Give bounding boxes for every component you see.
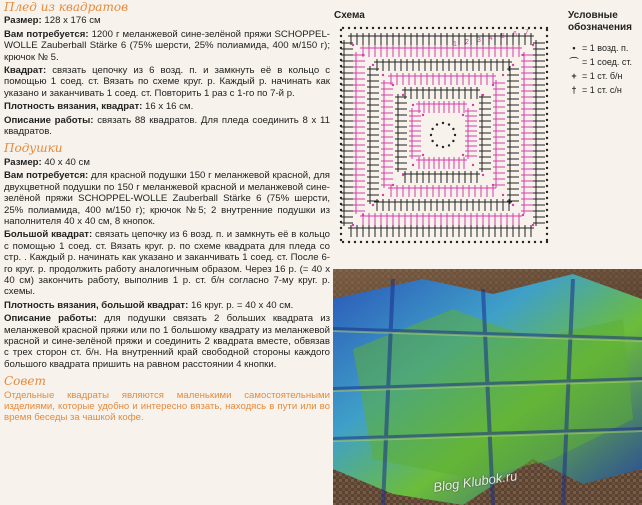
chain-stitch (512, 204, 514, 206)
blanket-density-value: 16 x 16 см. (142, 101, 194, 113)
crochet-chart (335, 22, 559, 248)
chain-stitch (396, 241, 398, 243)
chain-stitch (354, 241, 356, 243)
chain-stitch (482, 174, 484, 176)
legend-item (566, 42, 632, 54)
chain-stitch (546, 107, 548, 109)
pillows-work (4, 313, 330, 370)
pillows-size-label: Размер: (4, 156, 42, 168)
watermark: Blog Klubok.ru (432, 468, 519, 495)
tip-text: Отдельные квадраты являются маленькими самостоятельными изделиями, которые удобно и интересно вязать, находясь в пути или во время беседы за чашкой кофе. (4, 389, 330, 424)
chain-stitch (510, 241, 512, 243)
blanket-density-label: Плотность вязания, квадрат: (4, 101, 143, 113)
chain-stitch (546, 239, 548, 241)
chain-stitch (414, 27, 416, 29)
chain-stitch (362, 214, 364, 216)
chain-stitch (340, 227, 342, 229)
pillows-materials (4, 170, 330, 227)
chain-stitch (546, 185, 548, 187)
pillows-materials-value: для красной подушки 150 г меланжевой красной, для двухцветной подушки по 150 г меланжевой красной и меланжевой сине-зелёной пряжи SCHOPPEL-WOLLE Zauberball Stärke 6 (75% шерсти, 25% полиамида, 400 м/150 г); крючок №5; 2 внутренние подушки из наполнителя 40 x 40 см, 8 кнопок. (4, 170, 330, 227)
pillows-work-value: для подушки связать 2 больших квадрата из меланжевой красной пряжи или по 1 большому квадрату из меланжевой красной и сине-зелёной пряжи и соединить 2 квадрата вместе, обвязав с трех сторон ст. б/н. На внутренний край свободной стороны каждого большого квадрата пришить на равном расстоянии 4 кнопки. (4, 313, 330, 370)
chain-stitch (438, 241, 440, 243)
chain-stitch (504, 241, 506, 243)
chain-stitch (448, 123, 450, 125)
chain-stitch (546, 209, 548, 211)
chain-stitch (546, 197, 548, 199)
chain-stitch (546, 227, 548, 229)
chain-stitch (498, 241, 500, 243)
legend-item (566, 70, 632, 82)
chain-stitch (382, 194, 384, 196)
chain-stitch (354, 27, 356, 29)
chain-stitch (546, 137, 548, 139)
chain-stitch (402, 27, 404, 29)
chain-stitch (502, 74, 504, 76)
chain-stitch (474, 241, 476, 243)
chain-stitch (546, 119, 548, 121)
chain-stitch (528, 241, 530, 243)
chain-stitch (546, 53, 548, 55)
chain-stitch (546, 59, 548, 61)
blanket-square-value: связать цепочку из 6 возд. п. и замкнуть её в кольцо с помощью 1 соед. ст. Вязать по схеме круг. р. Каждый р. начинать как указано и заканчивать 1 соед. ст. Повторить 1 раз с 1-го по 7-й р. (4, 65, 330, 99)
chain-stitch (422, 154, 424, 156)
chain-stitch (480, 241, 482, 243)
chain-stitch (546, 155, 548, 157)
chain-stitch (420, 27, 422, 29)
chain-stitch (486, 27, 488, 29)
chain-stitch (486, 241, 488, 243)
chain-stitch (366, 241, 368, 243)
chain-stitch (360, 27, 362, 29)
chain-stitch (432, 27, 434, 29)
chain-stitch (492, 27, 494, 29)
chain-stitch (340, 239, 342, 241)
blanket-materials (4, 29, 330, 63)
pillows-work-label: Описание работы: (4, 313, 97, 325)
pillows-big-square (4, 229, 330, 297)
pillows-density (4, 300, 330, 311)
blanket-work (4, 115, 330, 138)
chain-stitch (546, 215, 548, 217)
chain-stitch (452, 140, 454, 142)
chain-stitch (462, 241, 464, 243)
chain-stitch (444, 241, 446, 243)
chain-stitch (546, 77, 548, 79)
double-crochet-symbol-icon: † (571, 84, 577, 95)
instructions-column (4, 2, 330, 426)
blanket-square-label: Квадрат: (4, 65, 47, 77)
pillows-size-value: 40 x 40 см (41, 156, 90, 168)
chart-marks (340, 27, 548, 243)
chain-stitch (390, 27, 392, 29)
chain-stitch (422, 114, 424, 116)
chain-stitch (462, 27, 464, 29)
chain-stitch (502, 194, 504, 196)
legend (566, 42, 632, 98)
legend-item-text: = 1 ст. с/н (582, 84, 622, 95)
blanket-work-label: Описание работы: (4, 114, 94, 126)
blanket-photo (333, 269, 642, 505)
chain-stitch (408, 241, 410, 243)
chain-stitch (412, 164, 414, 166)
chain-stitch (468, 27, 470, 29)
chain-stitch (532, 44, 534, 46)
chain-stitch (448, 144, 450, 146)
chain-stitch (438, 27, 440, 29)
legend-title-line1: Условные (568, 10, 618, 21)
chain-stitch (442, 122, 444, 124)
chain-stitch (546, 143, 548, 145)
chain-stitch (504, 27, 506, 29)
slip-stitch-symbol-icon: ⌒ (569, 56, 579, 67)
blanket-work-value: связать 88 квадратов. Для пледа соединить 8 х 11 квадратов. (4, 114, 331, 138)
chain-stitch (452, 128, 454, 130)
scheme-label: Схема (334, 10, 365, 21)
chain-stitch (516, 27, 518, 29)
legend-item-text: = 1 возд. п. (582, 42, 629, 53)
chain-stitch (546, 29, 548, 31)
chain-stitch (474, 27, 476, 29)
chart-row-number: 5 (501, 33, 505, 40)
chain-stitch (516, 241, 518, 243)
chain-stitch (540, 241, 542, 243)
chain-stitch (546, 83, 548, 85)
chain-stitch (546, 221, 548, 223)
chain-stitch (372, 204, 374, 206)
chart-row-number: 3 (477, 37, 481, 44)
chain-stitch (382, 74, 384, 76)
chain-stitch (546, 173, 548, 175)
chain-stitch (512, 64, 514, 66)
chain-stitch (436, 123, 438, 125)
pillows-materials-label: Вам потребуется: (4, 170, 89, 182)
chain-stitch (340, 29, 342, 31)
chain-stitch (492, 184, 494, 186)
chain-stitch (546, 233, 548, 235)
chart-row-number: 1 (453, 41, 457, 48)
chain-stitch (378, 241, 380, 243)
chart-row-number: 7 (525, 29, 529, 36)
chain-stitch (450, 27, 452, 29)
chain-stitch (462, 114, 464, 116)
chain-stitch (510, 27, 512, 29)
legend-item-text: = 1 соед. ст. (582, 56, 633, 67)
legend-item (566, 84, 632, 96)
chain-stitch (546, 179, 548, 181)
legend-title-line2: обозначения (568, 22, 632, 33)
chain-stitch (492, 84, 494, 86)
chain-stitch (522, 214, 524, 216)
chain-stitch (342, 241, 344, 243)
chain-stitch (362, 54, 364, 56)
legend-item (566, 56, 632, 68)
chain-stitch (372, 27, 374, 29)
chain-stitch (540, 27, 542, 29)
chain-stitch (372, 241, 374, 243)
blanket-title: Плед из квадратов (4, 0, 129, 14)
chart-row-number: 6 (513, 31, 517, 38)
chain-stitch (442, 146, 444, 148)
chain-stitch (360, 241, 362, 243)
chain-stitch (456, 27, 458, 29)
chain-stitch (522, 54, 524, 56)
chain-stitch (384, 27, 386, 29)
chain-stitch (450, 241, 452, 243)
chain-stitch (372, 64, 374, 66)
chain-stitch (472, 104, 474, 106)
chain-stitch (468, 241, 470, 243)
pillows-big-label: Большой квадрат: (4, 229, 93, 241)
blanket-materials-value: 1200 г меланжевой сине-зелёной пряжи SCHOPPEL-WOLLE Zauberball Stärke 6 (75% шерсти, 25% полиамида, 400 м/150 г); крючок № 5. (4, 28, 330, 63)
chain-stitch (492, 241, 494, 243)
chain-stitch (366, 27, 368, 29)
chain-stitch (348, 27, 350, 29)
pillows-density-value: 16 круг. р. = 40 x 40 см. (188, 299, 294, 311)
chain-stitch (546, 149, 548, 151)
chain-stitch (392, 184, 394, 186)
chain-stitch (430, 134, 432, 136)
chain-stitch (546, 35, 548, 37)
chain-stitch (340, 233, 342, 235)
blanket-square (4, 65, 330, 99)
chart-row-number: 2 (465, 39, 469, 46)
chain-stitch (546, 113, 548, 115)
chain-stitch (412, 104, 414, 106)
chain-stitch (546, 131, 548, 133)
chain-stitch (482, 94, 484, 96)
chain-stitch (546, 47, 548, 49)
chain-stitch (378, 27, 380, 29)
blanket-size (4, 15, 330, 26)
chain-stitch (546, 89, 548, 91)
chain-stitch (402, 241, 404, 243)
chain-symbol-icon: • (572, 42, 576, 53)
chain-stitch (431, 128, 433, 130)
chain-stitch (390, 241, 392, 243)
chain-stitch (546, 101, 548, 103)
chain-stitch (522, 27, 524, 29)
chain-stitch (384, 241, 386, 243)
pillows-density-label: Плотность вязания, большой квадрат: (4, 299, 189, 311)
chain-stitch (454, 134, 456, 136)
chain-stitch (522, 241, 524, 243)
chain-stitch (546, 203, 548, 205)
chart-row-numbers (453, 29, 529, 48)
blanket-size-value: 128 x 176 см (41, 15, 101, 27)
blanket-materials-label: Вам потребуется: (4, 28, 89, 40)
chain-stitch (546, 161, 548, 163)
chain-stitch (546, 41, 548, 43)
legend-item-text: = 1 ст. б/н (582, 70, 623, 81)
chain-stitch (432, 241, 434, 243)
chain-stitch (396, 27, 398, 29)
blanket-photo-image (333, 269, 642, 505)
chain-stitch (402, 94, 404, 96)
chain-stitch (498, 27, 500, 29)
chain-stitch (342, 27, 344, 29)
chain-stitch (348, 241, 350, 243)
chain-stitch (444, 27, 446, 29)
chain-stitch (546, 167, 548, 169)
legend-title (568, 10, 632, 34)
chain-stitch (408, 27, 410, 29)
blanket-size-label: Размер: (4, 15, 42, 27)
chain-stitch (340, 35, 342, 37)
chain-stitch (352, 44, 354, 46)
chain-stitch (546, 125, 548, 127)
chain-stitch (402, 174, 404, 176)
blanket-density (4, 101, 330, 112)
chain-stitch (414, 241, 416, 243)
pillows-big-value: связать цепочку из 6 возд. п. и замкнуть её в кольцо с помощью 1 соед. ст. Вязать круг. р. по схеме квадрата для пледа со стр. . Каждый р. начинать как указано и заканчивать 1 соед. ст. После 6-го круг. р. продолжить работу аналогичным образом. Через 16 р. (= 40 x 40 см) закончить работу, выполнив 1 р. ст. б/н согласно 7-му круг. р. схемы. (4, 229, 330, 298)
chain-stitch (420, 241, 422, 243)
chain-stitch (534, 27, 536, 29)
chain-stitch (546, 95, 548, 97)
chain-stitch (546, 191, 548, 193)
chain-stitch (352, 224, 354, 226)
chain-stitch (426, 241, 428, 243)
chart-row-number: 4 (489, 35, 493, 42)
pillows-title: Подушки (4, 141, 63, 156)
pillows-size (4, 157, 330, 168)
chain-stitch (480, 27, 482, 29)
chain-stitch (546, 65, 548, 67)
chain-stitch (426, 27, 428, 29)
chain-stitch (472, 164, 474, 166)
single-crochet-symbol-icon: + (571, 70, 577, 81)
chain-stitch (462, 154, 464, 156)
tip-title: Совет (4, 374, 46, 389)
chain-stitch (534, 241, 536, 243)
chain-stitch (546, 71, 548, 73)
chain-stitch (456, 241, 458, 243)
chain-stitch (532, 224, 534, 226)
chain-stitch (392, 84, 394, 86)
chain-stitch (431, 140, 433, 142)
chain-stitch (436, 144, 438, 146)
